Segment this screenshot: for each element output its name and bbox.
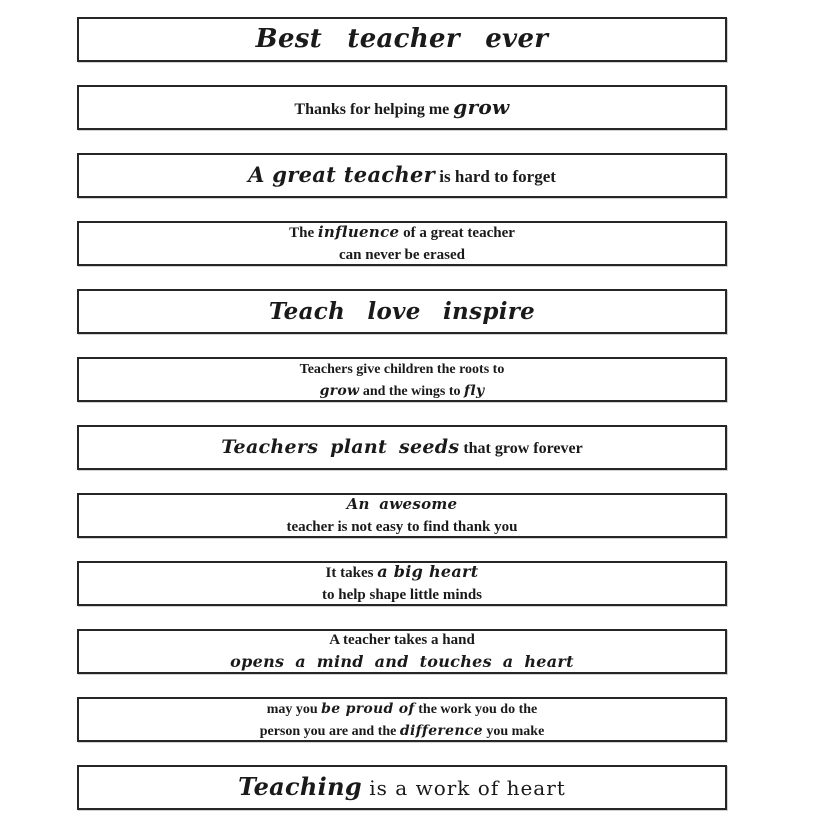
banner-text-line [289,222,515,244]
banner-teachers-plant-seeds [77,425,727,470]
plain-text-segment: of a great teacher [399,224,515,241]
plain-text-segment: the work you do the [414,701,538,717]
script-text-segment: grow [453,95,510,119]
banner-a-great-teacher-is-hard-to-forget [77,153,727,198]
banner-text-line [300,358,505,380]
script-text-segment: fly [464,382,485,399]
banner-text-line [347,494,458,516]
plain-text-segment: is hard to forget [435,167,556,187]
banner-text-line [269,296,535,327]
plain-text-segment: teacher is not easy to find thank you [286,518,518,535]
banner-thanks-for-helping-me-grow [77,85,727,130]
plain-text-segment: is a work of heart [361,776,566,801]
banner-text-line [294,94,509,121]
script-text-segment: grow [319,382,360,399]
banner-text-line [256,22,549,57]
banner-best-teacher-ever [77,17,727,62]
plain-text-segment: person you are and the [259,723,400,739]
banner-text-line [329,629,475,651]
script-text-segment: difference [399,722,483,739]
banner-text-line [238,771,566,803]
banner-takes-a-hand [77,629,727,674]
plain-text-segment: Teachers give children the roots to [299,361,505,377]
banner-text-line [230,651,574,674]
banner-teaching-work-of-heart [77,765,727,810]
script-text-segment: influence [317,222,400,241]
banner-text-line [326,561,479,584]
banner-text-line [287,516,518,538]
plain-text-segment: and the wings to [359,383,464,399]
banner-be-proud-of-the-work [77,697,727,742]
banner-text-line [260,720,545,742]
banner-roots-and-wings [77,357,727,402]
banner-influence-never-erased [77,221,727,266]
script-text-segment: A great teacher [248,162,436,188]
plain-text-segment: you make [482,723,545,739]
plain-text-segment: Thanks for helping me [294,101,454,118]
banner-an-awesome-teacher [77,493,727,538]
script-text-segment: opens a mind and touches a heart [230,652,574,671]
quote-banner-sheet [77,0,727,810]
plain-text-segment: that grow forever [459,439,583,457]
script-text-segment: Best teacher ever [255,23,549,54]
script-text-segment: An awesome [346,494,458,513]
plain-text-segment: may you [266,701,322,717]
banner-text-line [339,244,465,266]
script-text-segment: be proud of [321,700,415,717]
banner-text-line [322,584,482,606]
script-text-segment: Teachers plant seeds [221,435,460,458]
plain-text-segment: The [289,224,318,241]
plain-text-segment: to help shape little minds [321,587,483,603]
script-text-segment: Teaching [238,772,362,802]
banner-text-line [221,435,582,461]
banner-teach-love-inspire [77,289,727,334]
banner-text-line [267,698,538,720]
plain-text-segment: A teacher takes a hand [329,632,475,649]
plain-text-segment: It takes [325,565,378,582]
banner-text-line [248,161,556,189]
banner-a-big-heart [77,561,727,606]
script-text-segment: a big heart [377,562,479,582]
banner-text-line [320,380,485,402]
plain-text-segment: can never be erased [339,246,465,263]
script-text-segment: Teach love inspire [268,297,536,325]
